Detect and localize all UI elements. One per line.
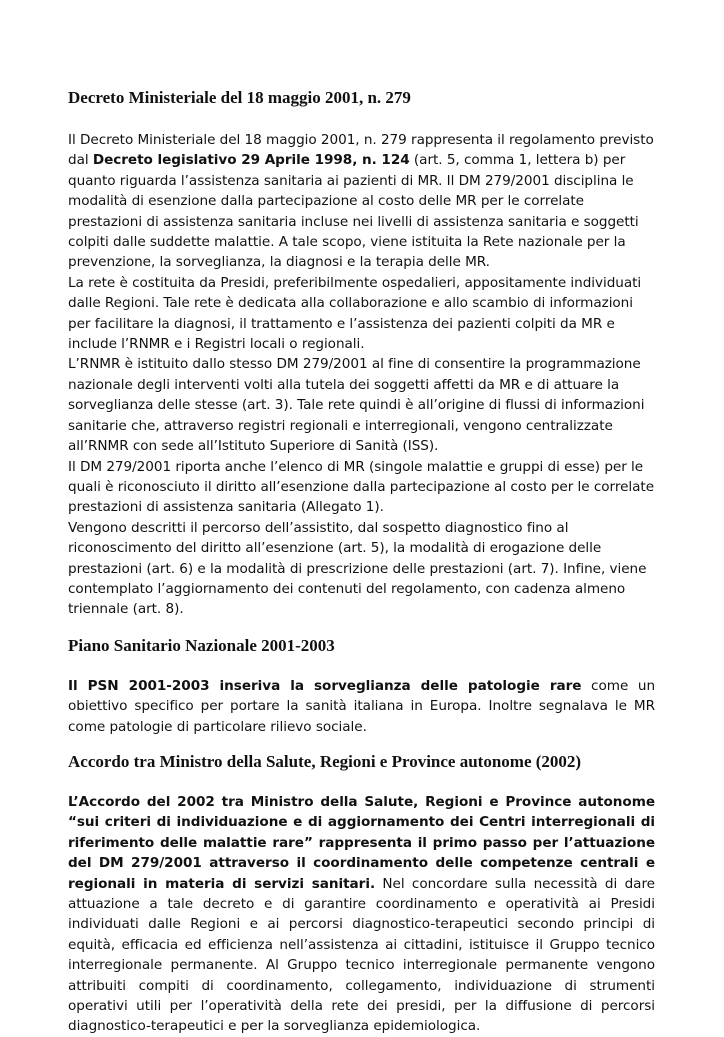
paragraph [68, 792, 655, 1037]
paragraph-text: Nel concordare sulla necessità di dare attuazione a tale decreto e di garantire coordinamento e operatività ai Presidi individuati dalle Regioni e ai percorsi diagnostico-terapeutici secondo principi di equità, efficacia ed efficienza nell’assistenza ai cittadini, istituisce il Gruppo tecnico interregionale permanente. Al Gruppo tecnico interregionale permanente vengono attribuiti compiti di coordinamento, collegamento, individuazione di strumenti operativi utili per l’operatività della rete dei presidi, per la diffusione di percorsi diagnostico-terapeutici e per la sorveglianza epidemiologica. [68, 875, 655, 1035]
section-body-piano-sanitario [68, 676, 655, 737]
section-title-accordo: Accordo tra Ministro della Salute, Regioni e Province autonome (2002) [68, 751, 582, 771]
paragraph-text: come un obiettivo specifico per portare la sanità italiana in Europa. Inoltre segnalava le MR come patologie di particolare rilievo sociale. [68, 677, 656, 735]
paragraph-text: (art. 5, comma 1, lettera b) per quanto riguarda l’assistenza sanitaria ai pazienti di MR. Il DM 279/2001 disciplina le modalità di esenzione dalla partecipazione al costo delle MR per le correlate prestazioni di assistenza sanitaria incluse nei livelli di assistenza sanitaria e soggetti colpiti dalle suddette malattie. A tale scopo, viene istituita la Rete nazionale per la prevenzione, la sorveglianza, la diagnosi e la terapia delle MR. [68, 152, 639, 271]
document-page [68, 80, 655, 1037]
paragraph: Vengono descritti il percorso dell’assistito, dal sospetto diagnostico fino al riconoscimento del diritto all’esenzione (art. 5), la modalità di erogazione delle prestazioni (art. 6) e la modalità di prescrizione delle prestazioni (art. 7). Infine, viene contemplato l’aggiornamento dei contenuti del regolamento, con cadenza almeno triennale (art. 8). [68, 519, 647, 618]
section-title-decreto-ministeriale: Decreto Ministeriale del 18 maggio 2001, n. 279 [68, 88, 411, 107]
bold-lead-text: L’Accordo del 2002 tra Ministro della Salute, Regioni e Province autonome “sui criteri di individuazione e di aggiornamento dei Centri interregionali di riferimento delle malattie rare” rappresenta il primo passo per l’attuazione del DM 279/2001 attraverso il coordinamento delle competenze centrali e regionali in materia di servizi sanitari. [68, 793, 655, 892]
paragraph: L’RNMR è istituito dallo stesso DM 279/2001 al fine di consentire la programmazione nazionale degli interventi volti alla tutela dei soggetti affetti da MR e di attuare la sorveglianza delle stesse (art. 3). Tale rete quindi è all’origine di flussi di informazioni sanitarie che, attraverso registri regionali e interregionali, vengono centralizzate all’RNMR con sede all’Istituto Superiore di Sanità (ISS). [68, 356, 645, 455]
section-body-accordo [68, 792, 655, 1037]
bold-lead-text: Il PSN 2001-2003 inseriva la sorveglianza delle patologie rare [68, 677, 582, 694]
paragraph: La rete è costituita da Presidi, preferibilmente ospedalieri, appositamente individuati dalle Regioni. Tale rete è dedicata alla collaborazione e allo scambio di informazioni per facilitare la diagnosi, il trattamento e l’assistenza dei pazienti colpiti da MR e include l’RNMR e i Registri locali o regionali. [68, 274, 642, 353]
paragraph-text: Il Decreto Ministeriale del 18 maggio 2001, n. 279 rappresenta il regolamento previsto dal [68, 132, 654, 169]
bold-reference-decreto-legislativo: Decreto legislativo 29 Aprile 1998, n. 124 [92, 152, 410, 169]
section-title-piano-sanitario: Piano Sanitario Nazionale 2001-2003 [68, 635, 335, 655]
section-body-decreto-ministeriale [68, 130, 655, 620]
paragraph [68, 676, 655, 737]
paragraph: Il DM 279/2001 riporta anche l’elenco di MR (singole malattie e gruppi di esse) per le quali è riconosciuto il diritto all’esenzione dalla partecipazione al costo per le correlate prestazioni di assistenza sanitaria (Allegato 1). [68, 458, 655, 516]
paragraph [68, 130, 655, 273]
